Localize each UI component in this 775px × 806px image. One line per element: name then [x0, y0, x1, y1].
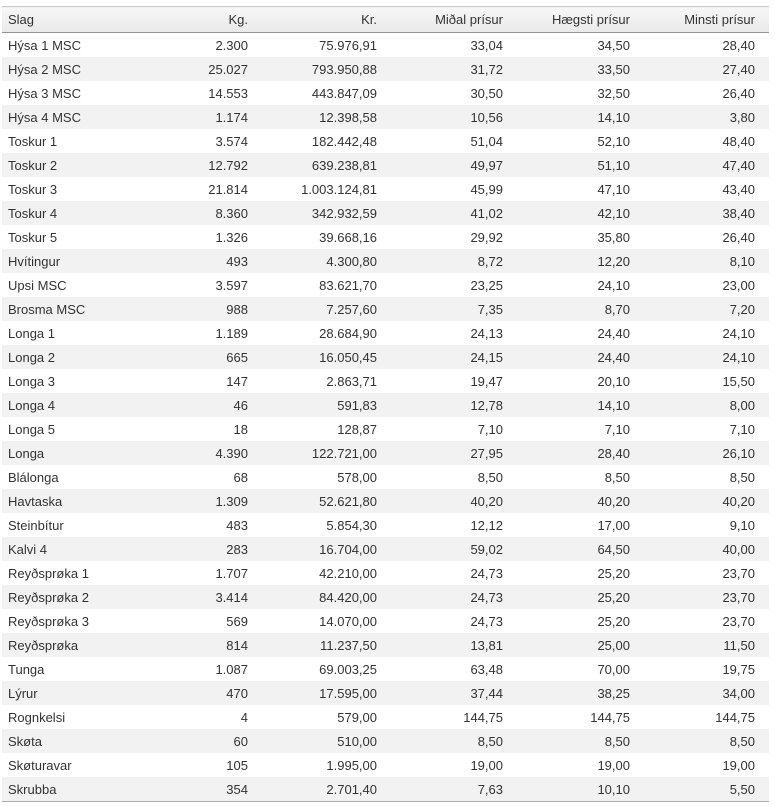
cell-haegsti-prisur: 52,10 — [597, 133, 630, 149]
cell-kr: 17.595,00 — [319, 685, 377, 701]
table-row — [2, 249, 769, 273]
cell-kr: 1.003.124,81 — [301, 181, 377, 197]
cell-midal-prisur: 8,72 — [477, 253, 503, 269]
cell-minsti-prisur: 48,40 — [722, 133, 755, 149]
table-row — [2, 633, 769, 657]
table-row — [2, 369, 769, 393]
cell-minsti-prisur: 19,00 — [722, 757, 755, 773]
cell-haegsti-prisur: 25,00 — [597, 637, 630, 653]
column-header-slag: Slag — [2, 7, 142, 33]
cell-midal-prisur: 51,04 — [470, 133, 503, 149]
cell-minsti-prisur: 7,10 — [729, 421, 755, 437]
cell-kg: 283 — [226, 541, 248, 557]
cell-minsti-prisur: 8,10 — [729, 253, 755, 269]
cell-slag: Skøta — [8, 733, 42, 749]
cell-midal-prisur: 63,48 — [470, 661, 503, 677]
table-row — [2, 513, 769, 537]
cell-midal-prisur: 29,92 — [470, 229, 503, 245]
cell-kg: 665 — [226, 349, 248, 365]
cell-minsti-prisur: 43,40 — [722, 181, 755, 197]
cell-midal-prisur: 45,99 — [470, 181, 503, 197]
cell-slag: Hvítingur — [8, 253, 61, 269]
cell-kr: 83.621,70 — [319, 277, 377, 293]
cell-haegsti-prisur: 7,10 — [604, 421, 630, 437]
table-row — [2, 297, 769, 321]
cell-midal-prisur: 13,81 — [470, 637, 503, 653]
cell-kg: 1.087 — [215, 661, 248, 677]
cell-haegsti-prisur: 12,20 — [597, 253, 630, 269]
cell-kr: 14.070,00 — [319, 613, 377, 629]
cell-midal-prisur: 8,50 — [477, 733, 503, 749]
cell-minsti-prisur: 34,00 — [722, 685, 755, 701]
cell-minsti-prisur: 26,40 — [722, 85, 755, 101]
cell-minsti-prisur: 26,10 — [722, 445, 755, 461]
cell-haegsti-prisur: 24,10 — [597, 277, 630, 293]
cell-haegsti-prisur: 24,40 — [597, 325, 630, 341]
cell-kr: 579,00 — [337, 709, 377, 725]
table-row — [2, 345, 769, 369]
cell-minsti-prisur: 38,40 — [722, 205, 755, 221]
cell-kr: 342.932,59 — [311, 205, 377, 221]
fish-price-table — [2, 6, 769, 802]
cell-minsti-prisur: 7,20 — [729, 301, 755, 317]
cell-slag: Longa 3 — [8, 373, 55, 389]
cell-slag: Lýrur — [8, 685, 38, 701]
cell-kr: 1.995,00 — [326, 757, 377, 773]
cell-midal-prisur: 24,15 — [470, 349, 503, 365]
table-row — [2, 489, 769, 513]
cell-kr: 69.003,25 — [319, 661, 377, 677]
cell-haegsti-prisur: 42,10 — [597, 205, 630, 221]
table-row — [2, 129, 769, 153]
cell-minsti-prisur: 28,40 — [722, 37, 755, 53]
cell-slag: Skrubba — [8, 781, 57, 797]
table-row — [2, 57, 769, 81]
cell-kg: 21.814 — [208, 181, 248, 197]
cell-kr: 28.684,90 — [319, 325, 377, 341]
cell-minsti-prisur: 24,10 — [722, 325, 755, 341]
table-row — [2, 777, 769, 802]
table-row — [2, 681, 769, 705]
cell-midal-prisur: 31,72 — [470, 61, 503, 77]
table-row — [2, 81, 769, 105]
price-table-body — [2, 33, 769, 802]
cell-kr: 591,83 — [337, 397, 377, 413]
cell-kg: 14.553 — [208, 85, 248, 101]
cell-midal-prisur: 41,02 — [470, 205, 503, 221]
cell-haegsti-prisur: 17,00 — [597, 517, 630, 533]
cell-haegsti-prisur: 70,00 — [597, 661, 630, 677]
cell-kg: 2.300 — [215, 37, 248, 53]
cell-slag: Longa 4 — [8, 397, 55, 413]
cell-midal-prisur: 40,20 — [470, 493, 503, 509]
cell-haegsti-prisur: 10,10 — [597, 781, 630, 797]
cell-kg: 354 — [226, 781, 248, 797]
cell-kg: 18 — [233, 421, 248, 437]
cell-kr: 4.300,80 — [326, 253, 377, 269]
cell-haegsti-prisur: 25,20 — [597, 589, 630, 605]
cell-slag: Longa — [8, 445, 45, 461]
cell-kg: 8.360 — [215, 205, 248, 221]
column-header-kg: Kg. — [142, 7, 262, 33]
cell-kr: 2.863,71 — [326, 373, 377, 389]
cell-slag: Reyðsprøka 1 — [8, 565, 89, 581]
cell-midal-prisur: 8,50 — [477, 469, 503, 485]
cell-kg: 60 — [233, 733, 248, 749]
table-row — [2, 105, 769, 129]
cell-minsti-prisur: 47,40 — [722, 157, 755, 173]
cell-kg: 1.189 — [215, 325, 248, 341]
cell-kg: 814 — [226, 637, 248, 653]
cell-haegsti-prisur: 25,20 — [597, 565, 630, 581]
cell-minsti-prisur: 11,50 — [723, 637, 755, 653]
cell-slag: Longa 1 — [8, 325, 55, 341]
cell-kr: 182.442,48 — [311, 133, 377, 149]
cell-minsti-prisur: 144,75 — [715, 709, 755, 725]
cell-haegsti-prisur: 8,50 — [604, 733, 630, 749]
cell-minsti-prisur: 19,75 — [722, 661, 755, 677]
cell-slag: Reyðsprøka 2 — [8, 589, 89, 605]
cell-midal-prisur: 49,97 — [470, 157, 503, 173]
cell-kg: 3.597 — [215, 277, 248, 293]
column-header-kr: Kr. — [262, 7, 391, 33]
cell-kg: 483 — [226, 517, 248, 533]
cell-kr: 128,87 — [337, 421, 377, 437]
cell-slag: Havtaska — [8, 493, 63, 509]
cell-haegsti-prisur: 51,10 — [597, 157, 630, 173]
cell-slag: Tunga — [8, 661, 45, 677]
cell-minsti-prisur: 8,50 — [729, 469, 755, 485]
cell-slag: Hýsa 3 MSC — [8, 85, 81, 101]
cell-kg: 4 — [240, 709, 248, 725]
cell-haegsti-prisur: 64,50 — [597, 541, 630, 557]
cell-haegsti-prisur: 40,20 — [597, 493, 630, 509]
cell-haegsti-prisur: 19,00 — [597, 757, 630, 773]
cell-minsti-prisur: 23,70 — [722, 613, 755, 629]
cell-slag: Reyðsprøka 3 — [8, 613, 89, 629]
cell-minsti-prisur: 23,00 — [722, 277, 755, 293]
cell-kg: 493 — [226, 253, 248, 269]
cell-kr: 639.238,81 — [311, 157, 377, 173]
cell-haegsti-prisur: 28,40 — [597, 445, 630, 461]
cell-kr: 443.847,09 — [311, 85, 377, 101]
table-row — [2, 561, 769, 585]
cell-minsti-prisur: 40,20 — [722, 493, 755, 509]
cell-kg: 1.174 — [215, 109, 248, 125]
cell-kr: 52.621,80 — [319, 493, 377, 509]
table-header-row — [2, 7, 769, 33]
cell-kr: 16.050,45 — [319, 349, 377, 365]
cell-slag: Longa 5 — [8, 421, 55, 437]
cell-haegsti-prisur: 14,10 — [597, 109, 630, 125]
cell-haegsti-prisur: 144,75 — [590, 709, 630, 725]
cell-haegsti-prisur: 47,10 — [597, 181, 630, 197]
cell-kr: 11.237,50 — [320, 637, 377, 653]
cell-midal-prisur: 12,78 — [470, 397, 503, 413]
cell-slag: Blálonga — [8, 469, 59, 485]
cell-midal-prisur: 10,56 — [470, 109, 503, 125]
cell-midal-prisur: 19,47 — [470, 373, 503, 389]
cell-kg: 3.574 — [215, 133, 248, 149]
cell-kr: 39.668,16 — [319, 229, 377, 245]
cell-haegsti-prisur: 24,40 — [597, 349, 630, 365]
table-row — [2, 225, 769, 249]
cell-minsti-prisur: 5,50 — [729, 781, 755, 797]
cell-slag: Hýsa 1 MSC — [8, 37, 81, 53]
cell-kg: 25.027 — [208, 61, 248, 77]
table-row — [2, 729, 769, 753]
cell-haegsti-prisur: 8,70 — [604, 301, 630, 317]
cell-haegsti-prisur: 8,50 — [604, 469, 630, 485]
cell-slag: Hýsa 2 MSC — [8, 61, 81, 77]
table-row — [2, 321, 769, 345]
cell-minsti-prisur: 27,40 — [722, 61, 755, 77]
cell-minsti-prisur: 8,00 — [729, 397, 755, 413]
cell-kg: 46 — [233, 397, 248, 413]
table-row — [2, 273, 769, 297]
cell-haegsti-prisur: 33,50 — [597, 61, 630, 77]
cell-minsti-prisur: 9,10 — [729, 517, 755, 533]
cell-midal-prisur: 37,44 — [470, 685, 503, 701]
cell-midal-prisur: 7,35 — [477, 301, 503, 317]
cell-minsti-prisur: 8,50 — [729, 733, 755, 749]
cell-kg: 105 — [226, 757, 248, 773]
cell-slag: Toskur 4 — [8, 205, 58, 221]
cell-kg: 147 — [226, 373, 248, 389]
cell-minsti-prisur: 23,70 — [722, 565, 755, 581]
cell-kr: 5.854,30 — [326, 517, 377, 533]
cell-kg: 3.414 — [215, 589, 248, 605]
cell-minsti-prisur: 26,40 — [722, 229, 755, 245]
cell-haegsti-prisur: 38,25 — [597, 685, 630, 701]
cell-kg: 4.390 — [215, 445, 248, 461]
table-row — [2, 465, 769, 489]
cell-midal-prisur: 30,50 — [470, 85, 503, 101]
cell-midal-prisur: 12,12 — [470, 517, 503, 533]
cell-midal-prisur: 24,13 — [470, 325, 503, 341]
cell-minsti-prisur: 15,50 — [722, 373, 755, 389]
cell-kg: 12.792 — [208, 157, 248, 173]
cell-slag: Toskur 5 — [8, 229, 58, 245]
table-header — [2, 7, 769, 33]
cell-slag: Toskur 1 — [8, 133, 58, 149]
cell-kr: 2.701,40 — [326, 781, 377, 797]
cell-slag: Brosma MSC — [8, 301, 86, 317]
cell-haegsti-prisur: 35,80 — [597, 229, 630, 245]
cell-midal-prisur: 23,25 — [470, 277, 503, 293]
cell-minsti-prisur: 3,80 — [729, 109, 755, 125]
cell-kr: 75.976,91 — [319, 37, 377, 53]
cell-kr: 122.721,00 — [311, 445, 377, 461]
cell-haegsti-prisur: 14,10 — [597, 397, 630, 413]
cell-kg: 1.326 — [215, 229, 248, 245]
cell-kr: 84.420,00 — [319, 589, 377, 605]
cell-slag: Upsi MSC — [8, 277, 67, 293]
cell-slag: Steinbítur — [8, 517, 64, 533]
cell-slag: Reyðsprøka — [8, 637, 79, 653]
cell-midal-prisur: 24,73 — [470, 589, 503, 605]
column-header-minsti-prisur: Minsti prísur — [644, 7, 769, 33]
cell-kr: 12.398,58 — [319, 109, 377, 125]
table-row — [2, 153, 769, 177]
cell-midal-prisur: 59,02 — [470, 541, 503, 557]
cell-kg: 68 — [233, 469, 248, 485]
cell-slag: Kalvi 4 — [8, 541, 48, 557]
cell-kr: 510,00 — [337, 733, 377, 749]
cell-midal-prisur: 19,00 — [470, 757, 503, 773]
table-row — [2, 33, 769, 58]
cell-slag: Longa 2 — [8, 349, 55, 365]
table-row — [2, 201, 769, 225]
cell-haegsti-prisur: 25,20 — [597, 613, 630, 629]
table-row — [2, 441, 769, 465]
cell-minsti-prisur: 23,70 — [722, 589, 755, 605]
cell-midal-prisur: 7,63 — [477, 781, 503, 797]
cell-midal-prisur: 7,10 — [477, 421, 503, 437]
table-row — [2, 177, 769, 201]
cell-kg: 1.309 — [215, 493, 248, 509]
cell-midal-prisur: 144,75 — [463, 709, 503, 725]
cell-haegsti-prisur: 34,50 — [597, 37, 630, 53]
table-row — [2, 705, 769, 729]
cell-slag: Skøturavar — [8, 757, 72, 773]
cell-kr: 42.210,00 — [319, 565, 377, 581]
cell-slag: Rognkelsi — [8, 709, 66, 725]
cell-kg: 1.707 — [215, 565, 248, 581]
cell-kr: 578,00 — [337, 469, 377, 485]
cell-haegsti-prisur: 20,10 — [597, 373, 630, 389]
cell-minsti-prisur: 24,10 — [722, 349, 755, 365]
cell-kg: 988 — [226, 301, 248, 317]
cell-slag: Toskur 3 — [8, 181, 58, 197]
table-row — [2, 753, 769, 777]
cell-slag: Hýsa 4 MSC — [8, 109, 81, 125]
cell-kg: 470 — [226, 685, 248, 701]
table-row — [2, 393, 769, 417]
table-row — [2, 585, 769, 609]
table-row — [2, 417, 769, 441]
cell-midal-prisur: 33,04 — [470, 37, 503, 53]
cell-kr: 793.950,88 — [311, 61, 377, 77]
column-header-midal-prisur: Miðal prísur — [391, 7, 517, 33]
cell-kg: 569 — [226, 613, 248, 629]
column-header-haegsti-prisur: Hægsti prísur — [517, 7, 644, 33]
table-row — [2, 657, 769, 681]
cell-minsti-prisur: 40,00 — [722, 541, 755, 557]
table-row — [2, 537, 769, 561]
cell-midal-prisur: 27,95 — [470, 445, 503, 461]
cell-haegsti-prisur: 32,50 — [597, 85, 630, 101]
cell-slag: Toskur 2 — [8, 157, 58, 173]
cell-kr: 7.257,60 — [326, 301, 377, 317]
cell-midal-prisur: 24,73 — [470, 613, 503, 629]
table-row — [2, 609, 769, 633]
cell-midal-prisur: 24,73 — [470, 565, 503, 581]
cell-kr: 16.704,00 — [319, 541, 377, 557]
